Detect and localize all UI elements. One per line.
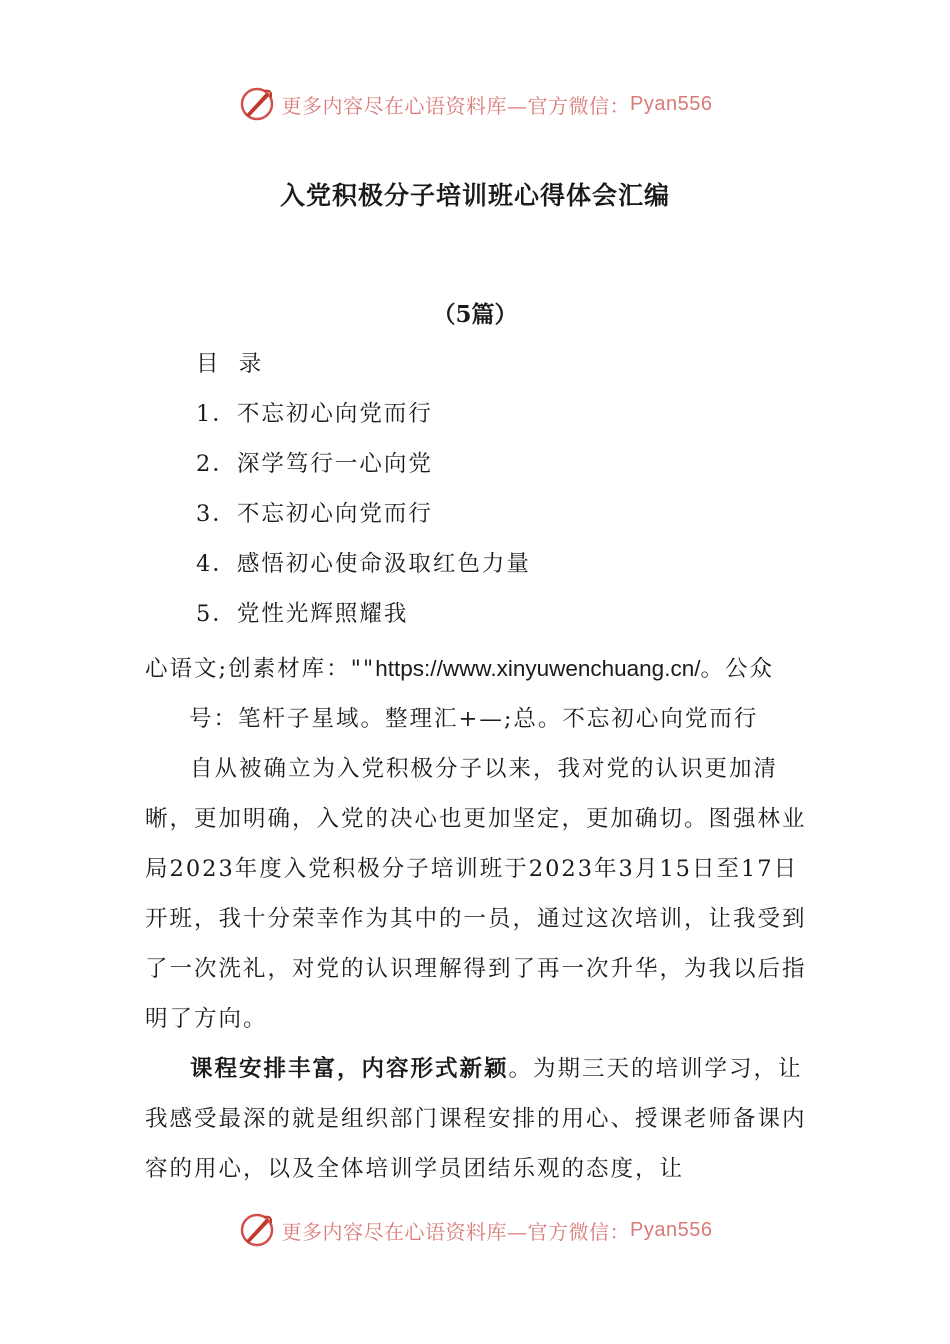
paragraph-2-text: 。为期三天的培训学习，让我感受最深的就是组织部门课程安排的用心、授课老师备课内容的用心，以及全体培训学员团结乐观的态度，让	[145, 1056, 807, 1182]
header-banner	[0, 84, 950, 124]
banner-wechat-id: Pyan556	[630, 92, 713, 115]
source-line-2: 号：笔杆子星域。整理汇+—;总。不忘初心向党而行	[189, 706, 759, 732]
banner-text: 更多内容尽在心语资料库—官方微信：	[281, 93, 631, 118]
paragraph-2-heading: 课程安排丰富，内容形式新颖	[190, 1056, 509, 1082]
footer-banner	[0, 1210, 950, 1250]
quill-pen-icon	[238, 85, 276, 123]
document-subtitle: （5篇）	[432, 301, 518, 328]
source-line	[145, 644, 815, 694]
banner-text: 更多内容尽在心语资料库—官方微信：	[281, 1219, 631, 1244]
toc-heading: 目 录	[196, 351, 264, 377]
toc-item[interactable]: 5．党性光辉照耀我	[196, 601, 409, 627]
toc-item[interactable]: 4．感悟初心使命汲取红色力量	[196, 551, 531, 577]
toc-item[interactable]: 2．深学笃行一心向党	[196, 451, 433, 477]
source-prefix: 心语文;创素材库：""	[145, 656, 376, 682]
source-suffix: 。公众	[700, 656, 774, 682]
document-body	[145, 644, 815, 1194]
paragraph-2	[145, 1044, 815, 1194]
quill-pen-icon	[238, 1211, 276, 1249]
document-title: 入党积极分子培训班心得体会汇编	[279, 181, 670, 210]
toc-item[interactable]: 1．不忘初心向党而行	[196, 401, 433, 427]
banner-wechat-id: Pyan556	[630, 1218, 713, 1241]
source-url-link[interactable]: https://www.xinyuwenchuang.cn/	[375, 656, 701, 681]
table-of-contents	[196, 344, 531, 644]
paragraph-1: 自从被确立为入党积极分子以来，我对党的认识更加清晰，更加明确，入党的决心也更加坚定，更加确切。图强林业局2023年度入党积极分子培训班于2023年3月15日至17日开班，我十分荣幸作为其中的一员，通过这次培训，让我受到了一次洗礼，对党的认识理解得到了再一次升华，为我以后指明了方向。	[145, 756, 807, 1032]
toc-item[interactable]: 3．不忘初心向党而行	[196, 501, 433, 527]
